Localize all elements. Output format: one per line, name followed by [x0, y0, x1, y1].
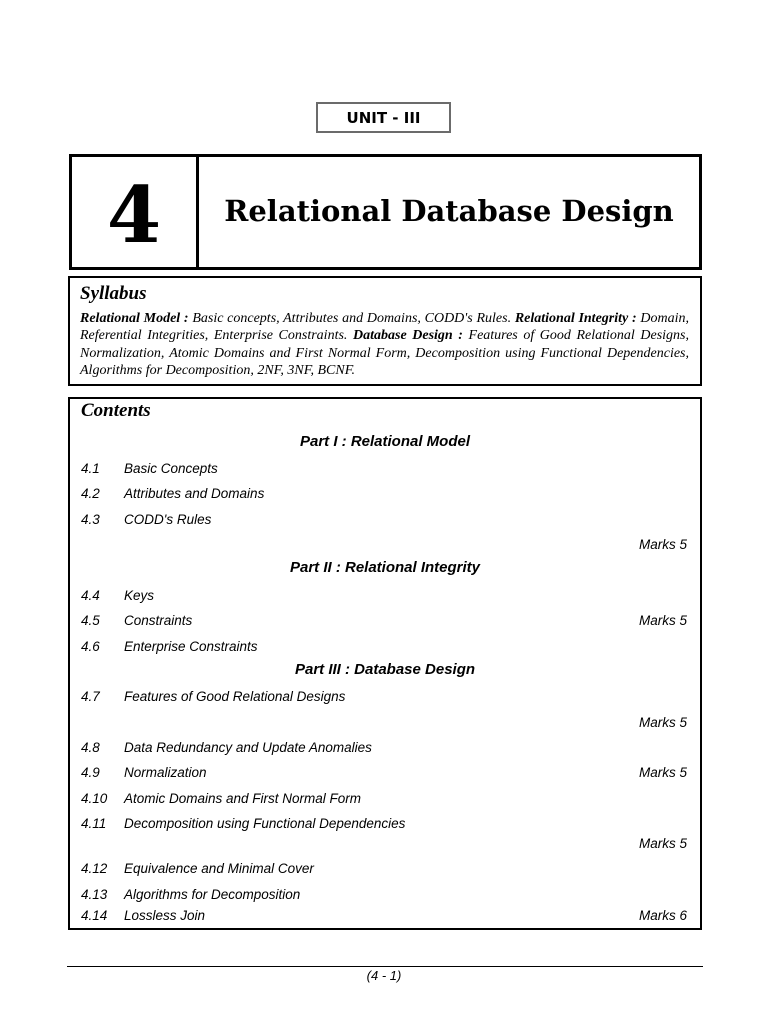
- page-number: (4 - 1): [366, 968, 402, 983]
- contents-box: [68, 397, 702, 930]
- entry-title: CODD's Rules: [124, 512, 212, 527]
- contents-entry: [70, 612, 700, 630]
- contents-entry: [70, 485, 700, 503]
- entry-marks: Marks 5: [638, 765, 687, 780]
- contents-entry: [70, 907, 700, 925]
- entry-number: 4.11: [81, 816, 107, 831]
- contents-entry: [70, 860, 700, 878]
- contents-part-heading: Part I : Relational Model: [299, 433, 471, 450]
- entry-title: Atomic Domains and First Normal Form: [124, 791, 362, 806]
- unit-label: UNIT - III: [316, 102, 451, 133]
- entry-marks: Marks 5: [638, 613, 687, 628]
- entry-title: Attributes and Domains: [124, 486, 265, 501]
- entry-marks: Marks 5: [638, 836, 687, 851]
- entry-title: Enterprise Constraints: [124, 639, 258, 654]
- contents-entry: [70, 764, 700, 782]
- entry-title: Normalization: [124, 765, 207, 780]
- chapter-header: [69, 154, 702, 270]
- contents-entry: [70, 511, 700, 529]
- contents-entry: [70, 638, 700, 656]
- contents-entry: [70, 835, 700, 853]
- contents-part-heading: Part II : Relational Integrity: [289, 559, 481, 576]
- entry-number: 4.3: [81, 512, 100, 527]
- syllabus-topic-text: Features of Good Relational Designs, Normalization, Atomic Domains and First Normal Form, Decomposition using Functional Dependencies, Algorithms for Decomposition, 2NF, 3NF, BCNF.: [80, 328, 690, 379]
- contents-entry: [70, 536, 700, 554]
- syllabus-topic-label: Relational Model :: [80, 311, 189, 326]
- entry-title: Data Redundancy and Update Anomalies: [124, 740, 372, 755]
- entry-number: 4.2: [81, 486, 100, 501]
- entry-number: 4.1: [81, 461, 100, 476]
- entry-number: 4.5: [81, 613, 100, 628]
- contents-entry: [70, 714, 700, 732]
- footer-divider: [67, 966, 703, 967]
- syllabus-box: [68, 276, 702, 386]
- entry-title: Basic Concepts: [124, 461, 218, 476]
- contents-heading: Contents: [81, 400, 151, 421]
- contents-entry: [70, 815, 700, 833]
- contents-entry: [70, 790, 700, 808]
- chapter-title: Relational Database Design: [224, 194, 674, 228]
- entry-marks: Marks 5: [638, 715, 687, 730]
- entry-number: 4.8: [81, 740, 100, 755]
- entry-number: 4.13: [81, 887, 108, 902]
- chapter-number: 4: [72, 157, 199, 267]
- contents-entry: [70, 460, 700, 478]
- entry-title: Decomposition using Functional Dependencies: [124, 816, 406, 831]
- syllabus-text: [80, 310, 689, 380]
- entry-number: 4.4: [81, 588, 100, 603]
- entry-marks: Marks 5: [638, 537, 687, 552]
- syllabus-topic-text: Domain, Referential Integrities, Enterprise Constraints.: [80, 311, 689, 344]
- entry-title: Constraints: [124, 613, 193, 628]
- entry-marks: Marks 6: [638, 908, 687, 923]
- entry-title: Features of Good Relational Designs: [124, 689, 346, 704]
- contents-entry: [70, 587, 700, 605]
- entry-number: 4.9: [81, 765, 100, 780]
- contents-part-heading: Part III : Database Design: [294, 661, 476, 678]
- entry-title: Keys: [124, 588, 155, 603]
- contents-entry: [70, 688, 700, 706]
- syllabus-topic-label: Relational Integrity :: [514, 311, 637, 326]
- syllabus-topic-text: Basic concepts, Attributes and Domains, CODD's Rules.: [188, 311, 515, 326]
- entry-number: 4.14: [81, 908, 108, 923]
- entry-title: Lossless Join: [124, 908, 206, 923]
- syllabus-heading: Syllabus: [80, 283, 147, 304]
- contents-entry: [70, 886, 700, 904]
- entry-title: Equivalence and Minimal Cover: [124, 861, 314, 876]
- entry-number: 4.10: [81, 791, 108, 806]
- entry-number: 4.6: [81, 639, 100, 654]
- entry-number: 4.7: [81, 689, 100, 704]
- entry-number: 4.12: [81, 861, 108, 876]
- contents-entry: [70, 739, 700, 757]
- syllabus-topic-label: Database Design :: [353, 328, 463, 344]
- entry-title: Algorithms for Decomposition: [124, 887, 301, 902]
